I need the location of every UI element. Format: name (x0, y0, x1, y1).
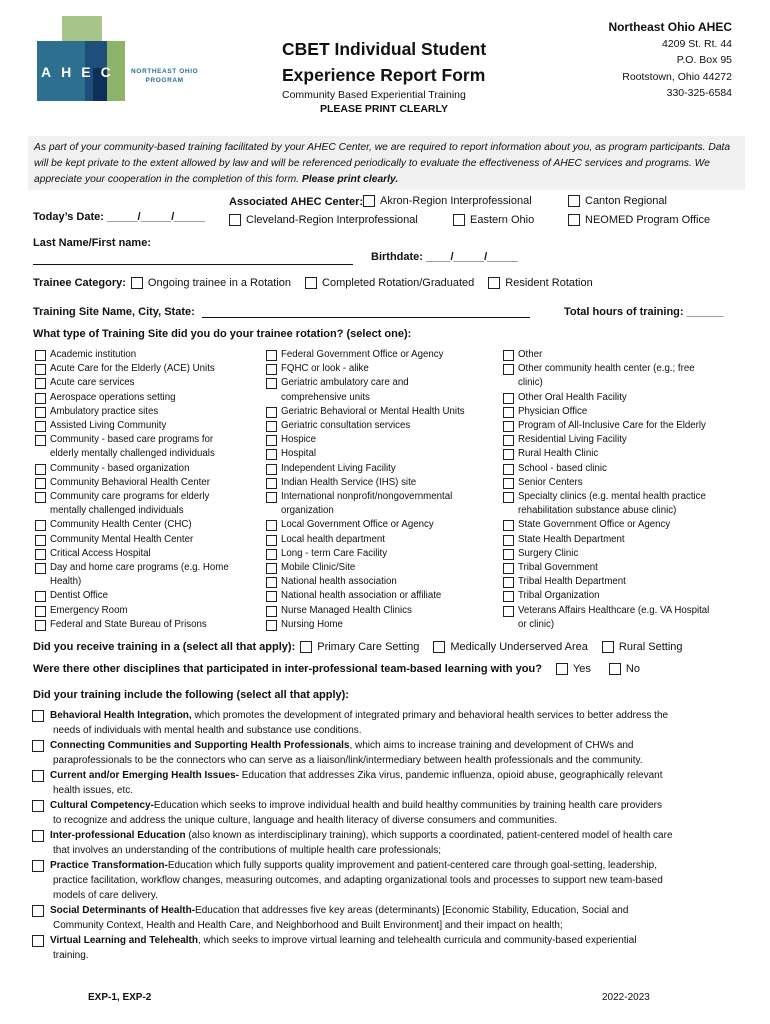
training-topic-text (50, 798, 662, 828)
site-type-option[interactable] (503, 518, 709, 532)
site-type-label: Program of All-Inclusive Care for the Elderly (518, 420, 706, 432)
checkbox[interactable] (35, 350, 46, 361)
checkbox[interactable] (266, 606, 277, 617)
topic-description: Education which fully supports quality improvement and patient-centered care through goal-setting, leadership, (167, 860, 657, 871)
site-type-option[interactable] (35, 405, 229, 419)
ahec-center-label: Associated AHEC Center: (229, 196, 364, 208)
trainee-category: Trainee Category: Ongoing trainee in a Rotation Completed Rotation/Graduated Resident Rotation (33, 277, 593, 289)
site-type-label: Community Health Center (CHC) (50, 519, 192, 531)
training-topic-text (50, 858, 663, 903)
site-type-label: Academic institution (50, 349, 137, 360)
site-type-option[interactable] (266, 376, 465, 404)
topic-title: Current and/or Emerging Health Issues- (50, 770, 239, 781)
checkbox[interactable] (35, 563, 46, 574)
topic-description-cont: needs of individuals with mental health and substance use conditions. (53, 725, 362, 736)
checkbox[interactable] (266, 364, 277, 375)
checkbox[interactable] (35, 620, 46, 631)
training-topic-option[interactable] (32, 903, 737, 933)
site-type-label: Long - term Care Facility (281, 547, 388, 559)
checkbox[interactable] (266, 478, 277, 489)
site-type-label: Other Oral Health Facility (518, 391, 627, 403)
checkbox[interactable] (503, 393, 514, 404)
print-note: PLEASE PRINT CLEARLY (320, 103, 448, 115)
site-type-column-3 (503, 348, 709, 632)
site-type-label: Acute Care for the Elderly (ACE) Units (50, 363, 215, 375)
site-type-label: elderly mentally challenged individuals (50, 448, 215, 460)
checkbox[interactable] (453, 214, 465, 226)
address-line: 4209 St. Rt. 44 (661, 37, 732, 50)
checkbox[interactable] (266, 435, 277, 446)
training-topic-option[interactable] (32, 738, 737, 768)
site-type-option[interactable] (266, 490, 465, 518)
training-topic-text (50, 708, 668, 738)
checkbox[interactable] (568, 195, 580, 207)
checkbox[interactable] (266, 378, 277, 389)
site-type-option[interactable] (503, 433, 709, 447)
site-type-label: Independent Living Facility (281, 462, 396, 474)
topic-description: Education that addresses Zika virus, pandemic influenza, opioid abuse, geographically relevant (238, 770, 663, 781)
name-label: Last Name/First name: (33, 237, 151, 249)
site-type-option[interactable] (503, 476, 709, 490)
site-type-label: or clinic) (518, 618, 555, 630)
site-type-question: What type of Training Site did you do your trainee rotation? (select one): (33, 328, 412, 340)
form-year: 2022-2023 (602, 992, 650, 1003)
site-type-label: Nursing Home (281, 618, 343, 630)
form-title: CBET Individual Student Experience Report Form (282, 39, 487, 85)
site-type-label: FQHC or look - alike (281, 363, 369, 375)
site-type-label: Geriatric Behavioral or Mental Health Units (281, 405, 465, 417)
checkbox[interactable] (35, 393, 46, 404)
site-type-option[interactable] (35, 533, 229, 547)
site-type-option[interactable] (503, 547, 709, 561)
address-block (608, 19, 732, 102)
topic-title: Practice Transformation- (50, 860, 168, 871)
checkbox[interactable] (503, 549, 514, 560)
site-type-label: Senior Centers (518, 476, 583, 488)
site-type-option[interactable] (266, 447, 465, 461)
site-type-option[interactable] (35, 518, 229, 532)
site-type-option[interactable] (503, 533, 709, 547)
checkbox[interactable] (35, 407, 46, 418)
training-topic-option[interactable] (32, 858, 737, 903)
checkbox[interactable] (266, 449, 277, 460)
site-type-option[interactable] (503, 589, 709, 603)
site-type-option[interactable] (35, 362, 229, 376)
site-type-option[interactable] (35, 490, 229, 518)
site-type-label: National health association (281, 576, 397, 588)
training-topic-option[interactable] (32, 798, 737, 828)
address-line: P.O. Box 95 (676, 54, 732, 66)
site-type-label: Geriatric consultation services (281, 420, 411, 432)
site-type-option[interactable] (503, 490, 709, 518)
site-type-option[interactable] (35, 391, 229, 405)
checkbox[interactable] (503, 435, 514, 446)
site-type-label: Indian Health Service (IHS) site (281, 476, 417, 488)
site-type-label: Aerospace operations setting (50, 391, 176, 403)
site-type-option[interactable] (266, 547, 465, 561)
topic-description-cont: Community Context, Health and Health Care, and Neighborhood and Built Environment] and their impact on health; (53, 920, 563, 931)
site-type-label: Ambulatory practice sites (50, 405, 159, 417)
site-type-option[interactable] (503, 462, 709, 476)
checkbox[interactable] (433, 641, 445, 653)
site-type-option[interactable] (266, 618, 465, 632)
site-type-label: Community care programs for elderly (50, 491, 210, 503)
checkbox[interactable] (266, 492, 277, 503)
checkbox[interactable] (503, 577, 514, 588)
site-type-option[interactable] (503, 405, 709, 419)
checkbox[interactable] (35, 549, 46, 560)
form-code: EXP-1, EXP-2 (88, 992, 152, 1003)
checkbox[interactable] (266, 421, 277, 432)
site-type-label: Community Behavioral Health Center (50, 476, 210, 488)
checkbox[interactable] (35, 520, 46, 531)
checkbox[interactable] (503, 478, 514, 489)
topic-title: Connecting Communities and Supporting Health Professionals (50, 740, 350, 751)
site-type-option[interactable] (503, 604, 709, 632)
site-type-option[interactable] (503, 561, 709, 575)
site-type-label: Federal Government Office or Agency (281, 349, 444, 360)
site-type-label: School - based clinic (518, 462, 607, 474)
total-hours-field[interactable]: Total hours of training: ______ (564, 306, 724, 318)
site-type-label: Specialty clinics (e.g. mental health practice (518, 491, 706, 503)
checkbox[interactable] (35, 492, 46, 503)
form-subtitle: Community Based Experiential Training PLEASE PRINT CLEARLY (282, 89, 466, 115)
birthdate-field[interactable]: Birthdate: ____/_____/_____ (371, 251, 518, 263)
site-type-label: Dentist Office (50, 590, 108, 602)
site-type-option[interactable] (266, 575, 465, 589)
site-type-option[interactable] (266, 604, 465, 618)
site-type-label: Hospital (281, 448, 316, 460)
checkbox[interactable] (488, 277, 500, 289)
site-type-label: Tribal Government (518, 562, 598, 574)
site-type-option[interactable] (35, 604, 229, 618)
logo-letters: AHEC (41, 64, 121, 80)
site-type-label: Surgery Clinic (518, 547, 579, 559)
training-topic-text (50, 738, 643, 768)
todays-date-field[interactable]: Today’s Date: _____/_____/_____ (33, 211, 205, 223)
topic-description-cont: training. (53, 950, 89, 961)
checkbox[interactable] (300, 641, 312, 653)
center-option-eastern-ohio[interactable]: Eastern Ohio (453, 214, 534, 226)
checkbox[interactable] (609, 663, 621, 675)
site-type-label: mentally challenged individuals (50, 505, 184, 517)
training-topic-text (50, 903, 628, 933)
site-type-option[interactable] (35, 433, 229, 461)
checkbox[interactable] (35, 364, 46, 375)
checkbox[interactable] (503, 350, 514, 361)
site-type-option[interactable] (35, 476, 229, 490)
site-type-option[interactable] (266, 433, 465, 447)
site-type-option[interactable] (35, 589, 229, 603)
topic-description-cont: practice facilitation, workflow changes, measuring outcomes, and adapting organizational tools and processes to support new team-based (53, 875, 663, 886)
ahec-logo (37, 16, 217, 106)
site-type-label: clinic) (518, 377, 543, 389)
checkbox[interactable] (266, 520, 277, 531)
checkbox[interactable] (32, 770, 44, 782)
checkbox[interactable] (556, 663, 568, 675)
site-type-option[interactable] (35, 547, 229, 561)
phone-number: 330-325-6584 (666, 87, 732, 99)
site-type-option[interactable] (35, 618, 229, 632)
checkbox[interactable] (363, 195, 375, 207)
checkbox[interactable] (503, 407, 514, 418)
site-type-label: Community - based organization (50, 462, 190, 474)
checkbox[interactable] (266, 563, 277, 574)
site-type-label: Community - based care programs for (50, 434, 214, 446)
site-type-label: rehabilitation substance abuse clinic) (518, 505, 677, 517)
topic-description: , which aims to increase training and development of CHWs and (349, 740, 634, 751)
site-type-option[interactable] (266, 476, 465, 490)
checkbox[interactable] (602, 641, 614, 653)
site-type-label: Tribal Organization (518, 590, 600, 602)
checkbox[interactable] (35, 421, 46, 432)
site-type-label: Community Mental Health Center (50, 533, 194, 545)
site-type-label: Other (518, 349, 543, 360)
checkbox[interactable] (503, 606, 514, 617)
topic-description: which promotes the development of integrated primary and behavioral health services to better address the (191, 710, 669, 721)
site-type-label: Health) (50, 576, 82, 588)
site-type-label: Day and home care programs (e.g. Home (50, 562, 229, 574)
site-type-label: Assisted Living Community (50, 420, 167, 432)
site-type-label: Nurse Managed Health Clinics (281, 604, 412, 616)
training-site-label: Training Site Name, City, State: (33, 306, 195, 318)
topic-title: Inter-professional Education (50, 830, 186, 841)
topic-description: Education that addresses five key areas (determinants) [Economic Stability, Education, Social and (195, 905, 629, 916)
checkbox[interactable] (266, 549, 277, 560)
site-type-label: Mobile Clinic/Site (281, 562, 356, 574)
topic-description: Education which seeks to improve individual health and build healthy communities by training health care providers (153, 800, 662, 811)
site-type-label: International nonprofit/nongovernmental (281, 491, 453, 503)
checkbox[interactable] (568, 214, 580, 226)
include-question: Did your training include the following (select all that apply): (33, 689, 349, 701)
checkbox[interactable] (266, 620, 277, 631)
site-type-label: National health association or affiliate (281, 590, 442, 602)
topic-title: Social Determinants of Health- (50, 905, 196, 916)
checkbox[interactable] (32, 800, 44, 812)
topic-description: (also known as interdisciplinary training), which supports a coordinated, patient-centered model of health care (185, 830, 673, 841)
checkbox[interactable] (32, 905, 44, 917)
training-topic-option[interactable] (32, 828, 737, 858)
name-field[interactable] (33, 264, 353, 265)
checkbox[interactable] (131, 277, 143, 289)
site-type-label: comprehensive units (281, 391, 370, 403)
training-site-field[interactable] (202, 317, 530, 318)
checkbox[interactable] (32, 740, 44, 752)
checkbox[interactable] (35, 464, 46, 475)
site-type-label: Veterans Affairs Healthcare (e.g. VA Hospital (518, 604, 710, 616)
site-type-label: State Health Department (518, 533, 625, 545)
site-type-option[interactable] (503, 391, 709, 405)
site-type-option[interactable] (35, 419, 229, 433)
checkbox[interactable] (266, 591, 277, 602)
training-topic-text (50, 933, 637, 963)
site-type-option[interactable] (266, 533, 465, 547)
site-type-column-2 (266, 348, 465, 632)
site-type-option[interactable] (35, 561, 229, 589)
training-topic-option[interactable] (32, 933, 737, 963)
training-topic-option[interactable] (32, 708, 737, 738)
site-type-label: Physician Office (518, 405, 588, 417)
site-type-label: Local health department (281, 533, 385, 545)
checkbox[interactable] (503, 421, 514, 432)
checkbox[interactable] (32, 860, 44, 872)
checkbox[interactable] (503, 563, 514, 574)
site-type-option[interactable] (503, 447, 709, 461)
topic-description-cont: that involves an understanding of the contributions of multiple health care professionals; (53, 845, 442, 856)
center-option-akron[interactable]: Akron-Region Interprofessional (363, 195, 532, 207)
center-option-neomed[interactable]: NEOMED Program Office (568, 214, 710, 226)
checkbox[interactable] (266, 350, 277, 361)
topic-title: Virtual Learning and Telehealth (50, 935, 198, 946)
checkbox[interactable] (503, 449, 514, 460)
training-topic-text (50, 768, 663, 798)
site-type-option[interactable] (266, 462, 465, 476)
training-topic-option[interactable] (32, 768, 737, 798)
checkbox[interactable] (32, 710, 44, 722)
checkbox[interactable] (503, 464, 514, 475)
checkbox[interactable] (35, 535, 46, 546)
site-type-label: State Government Office or Agency (518, 519, 671, 531)
topic-description-cont: health issues, etc. (53, 785, 134, 796)
topic-description-cont: paraprofessionals to be the connectors who can serve as a liaison/link/intermediary between health professionals and the community. (53, 755, 643, 766)
checkbox[interactable] (503, 364, 514, 375)
checkbox[interactable] (35, 435, 46, 446)
training-setting: Did you receive training in a (select all that apply): Primary Care Setting Medically Underserved Area Rural Setting (33, 641, 683, 653)
checkbox[interactable] (503, 535, 514, 546)
site-type-label: Tribal Health Department (518, 576, 626, 588)
checkbox[interactable] (266, 535, 277, 546)
org-name: Northeast Ohio AHEC (608, 20, 732, 34)
topic-title: Cultural Competency- (50, 800, 154, 811)
site-type-option[interactable] (266, 518, 465, 532)
address-line: Rootstown, Ohio 44272 (622, 70, 732, 83)
checkbox[interactable] (35, 591, 46, 602)
site-type-label: Residential Living Facility (518, 434, 627, 446)
checkbox[interactable] (35, 606, 46, 617)
site-type-label: Emergency Room (50, 604, 128, 616)
training-topics-list (32, 708, 737, 963)
topic-description: , which seeks to improve virtual learning and telehealth curricula and community-based experiential (198, 935, 637, 946)
topic-description-cont: to recognize and address the unique culture, language and health literacy of diverse consumers and communities. (53, 815, 558, 826)
logo-tagline: NORTHEAST OHIO PROGRAM (131, 68, 199, 84)
checkbox[interactable] (229, 214, 241, 226)
site-type-column-1 (35, 348, 229, 632)
checkbox[interactable] (266, 577, 277, 588)
center-option-cleveland[interactable]: Cleveland-Region Interprofessional (229, 214, 418, 226)
checkbox[interactable] (503, 520, 514, 531)
site-type-label: Acute care services (50, 377, 135, 389)
site-type-label: Hospice (281, 434, 316, 446)
checkbox[interactable] (32, 830, 44, 842)
site-type-option[interactable] (266, 348, 465, 362)
checkbox[interactable] (503, 492, 514, 503)
intro-paragraph: As part of your community-based training facilitated by your AHEC Center, we are required to report information about you, as program participants. Data will be kept private to the extent allowed by law and will be referenced periodically to evaluate the effectiveness of AHEC services and programs. We appreciate your cooperation in the completion of this form. Please print clearly. (28, 136, 745, 190)
checkbox[interactable] (35, 378, 46, 389)
site-type-option[interactable] (503, 419, 709, 433)
site-type-option[interactable] (503, 575, 709, 589)
site-type-label: Other community health center (e.g.; free (518, 363, 695, 375)
checkbox[interactable] (266, 464, 277, 475)
site-type-label: Local Government Office or Agency (281, 519, 434, 531)
site-type-option[interactable] (35, 376, 229, 390)
other-disciplines: Were there other disciplines that participated in inter-professional team-based learning with you? Yes No (33, 663, 640, 675)
site-type-label: Rural Health Clinic (518, 448, 599, 460)
checkbox[interactable] (266, 407, 277, 418)
checkbox[interactable] (503, 591, 514, 602)
site-type-label: organization (281, 505, 334, 517)
checkbox[interactable] (305, 277, 317, 289)
checkbox[interactable] (35, 478, 46, 489)
site-type-label: Federal and State Bureau of Prisons (50, 618, 207, 630)
topic-description-cont: models of care delivery. (53, 890, 158, 901)
site-type-label: Critical Access Hospital (50, 547, 151, 559)
site-type-option[interactable] (266, 419, 465, 433)
site-type-option[interactable] (266, 405, 465, 419)
site-type-option[interactable] (266, 362, 465, 376)
topic-title: Behavioral Health Integration, (50, 710, 192, 721)
site-type-option[interactable] (503, 362, 709, 390)
training-topic-text (50, 828, 673, 858)
site-type-option[interactable] (35, 348, 229, 362)
center-option-canton[interactable]: Canton Regional (568, 195, 667, 207)
site-type-option[interactable] (266, 561, 465, 575)
checkbox[interactable] (32, 935, 44, 947)
site-type-option[interactable] (503, 348, 709, 362)
site-type-option[interactable] (35, 462, 229, 476)
site-type-label: Geriatric ambulatory care and (281, 377, 409, 389)
site-type-option[interactable] (266, 589, 465, 603)
